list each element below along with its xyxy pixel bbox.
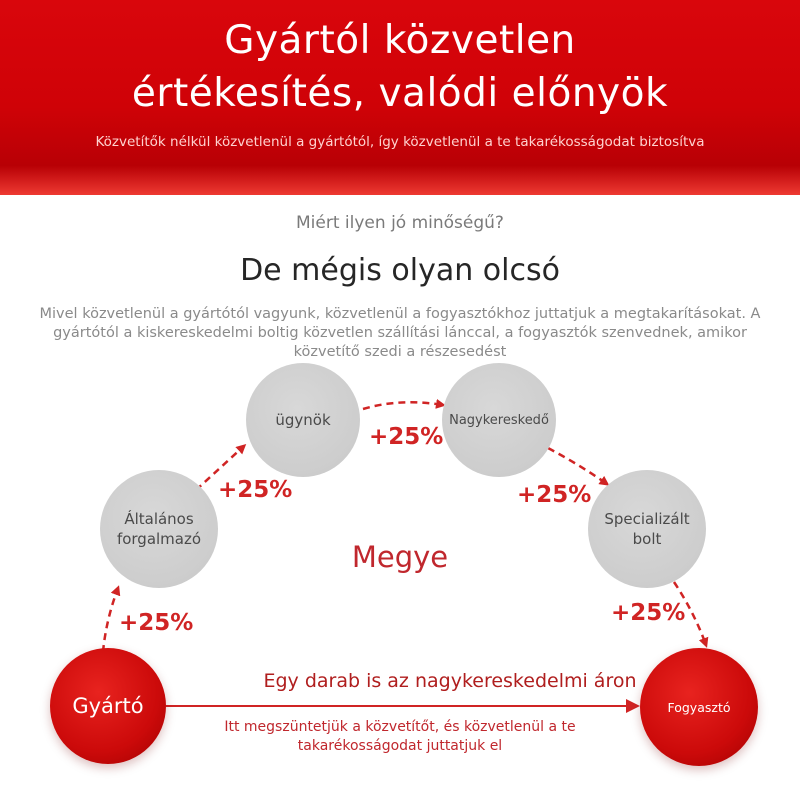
header-title-line2: értékesítés, valódi előnyök: [131, 71, 669, 116]
description-text: Mivel közvetlenül a gyártótól vagyunk, közvetlenül a fogyasztókhoz juttatjuk a megtakarításokat. A gyártótól a kiskereskedelmi boltig közvetlen szállítási lánccal, a fogyasztók szenvednek, amikor közvetítő szedi a részesedést: [39, 306, 761, 360]
node-wholesaler: Nagykereskedő: [442, 363, 556, 477]
quality-question: Miért ilyen jó minőségű?: [296, 213, 504, 233]
direct-price-subnote: Itt megszüntetjük a közvetítőt, és közvetlenül a te takarékosságodat juttatjuk el: [224, 719, 576, 754]
node-agent: ügynök: [246, 363, 360, 477]
arrow-agent-to-wholesaler: [363, 402, 443, 409]
arrow-wholesaler-to-store: [548, 448, 607, 484]
markup-label-2: +25%: [218, 477, 293, 503]
node-specialized-store: Specializált bolt: [588, 470, 706, 588]
node-manufacturer: Gyártó: [50, 648, 166, 764]
markup-label-4: +25%: [517, 482, 592, 508]
arrow-manufacturer-to-distributor: [103, 588, 118, 652]
header-subtitle: Közvetítők nélkül közvetlenül a gyártótól, így közvetlenül a te takarékosságodat biztosítva: [95, 134, 705, 150]
node-consumer: Fogyasztó: [640, 648, 758, 766]
markup-label-1: +25%: [119, 610, 194, 636]
markup-label-5: +25%: [611, 600, 686, 626]
node-general-distributor: Általános forgalmazó: [100, 470, 218, 588]
markup-label-3: +25%: [369, 424, 444, 450]
center-label: Megye: [351, 540, 449, 574]
direct-price-note: Egy darab is az nagykereskedelmi áron: [263, 670, 637, 692]
header-title-line1: Gyártól közvetlen: [224, 18, 576, 63]
cheap-headline: De mégis olyan olcsó: [240, 253, 560, 288]
